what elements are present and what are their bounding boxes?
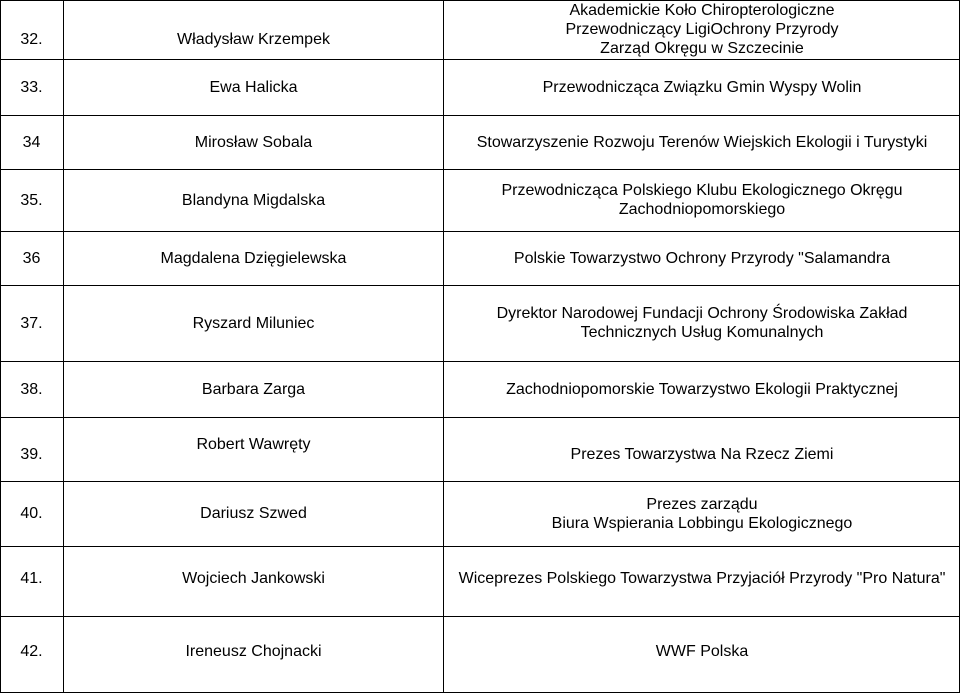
row-number: 38. xyxy=(20,380,43,398)
organization xyxy=(444,285,960,361)
person-name: Barbara Zarga xyxy=(201,380,306,398)
row-number: 41. xyxy=(20,569,43,587)
organization-line: Polskie Towarzystwo Ochrony Przyrody "Salamandra xyxy=(513,249,891,267)
row-number: 33. xyxy=(20,78,43,96)
organization xyxy=(444,169,960,231)
row-number: 32. xyxy=(20,31,43,48)
organization-line: Stowarzyszenie Rozwoju Terenów Wiejskich Ekologii i Turystyki xyxy=(476,133,928,151)
organization-line: Technicznych Usług Komunalnych xyxy=(580,324,824,341)
row-number: 42. xyxy=(20,642,43,660)
organization-line: Przewodnicząca Związku Gmin Wyspy Wolin xyxy=(542,78,862,96)
organization-line: Przewodniczący LigiOchrony Przyrody xyxy=(565,21,839,38)
organization-line: Zachodniopomorskie Towarzystwo Ekologii Praktycznej xyxy=(506,380,898,398)
person-name: Dariusz Szwed xyxy=(200,505,307,522)
organization-line: Przewodnicząca Polskiego Klubu Ekologicznego Okręgu xyxy=(501,182,903,199)
organization xyxy=(444,481,960,546)
organization xyxy=(444,115,960,169)
row-number: 34 xyxy=(22,133,41,151)
person-name: Władysław Krzempek xyxy=(177,31,330,48)
person-name: Robert Wawręty xyxy=(196,435,311,453)
row-number: 39. xyxy=(20,445,43,463)
person-name: Ryszard Miluniec xyxy=(192,314,315,332)
organization-line: Prezes Towarzystwa Na Rzecz Ziemi xyxy=(570,445,834,463)
organization xyxy=(444,616,960,686)
person-name: Wojciech Jankowski xyxy=(182,569,325,587)
organization-line: WWF Polska xyxy=(655,642,749,660)
organization xyxy=(444,546,960,610)
organization-line: Zarząd Okręgu w Szczecinie xyxy=(600,40,804,57)
organization-line: Akademickie Koło Chiropterologiczne xyxy=(569,2,835,19)
row-number: 37. xyxy=(20,314,43,332)
person-name: Ireneusz Chojnacki xyxy=(185,642,322,660)
organization-line: Zachodniopomorskiego xyxy=(618,201,786,218)
person-name: Mirosław Sobala xyxy=(194,133,313,151)
organization-line: Dyrektor Narodowej Fundacji Ochrony Środowiska Zakład xyxy=(496,305,908,322)
organization-line: Biura Wspierania Lobbingu Ekologicznego xyxy=(551,514,853,532)
organization xyxy=(444,231,960,285)
organization xyxy=(444,0,960,59)
person-name: Blandyna Migdalska xyxy=(181,191,326,209)
person-name: Ewa Halicka xyxy=(209,78,298,96)
row-number: 36 xyxy=(22,249,41,267)
row-number: 35. xyxy=(20,191,43,209)
organization xyxy=(444,427,960,481)
organization-line: Prezes zarządu xyxy=(646,495,758,513)
person-name: Magdalena Dzięgielewska xyxy=(160,249,347,267)
organization xyxy=(444,361,960,417)
organization xyxy=(444,59,960,115)
organization-line: Wiceprezes Polskiego Towarzystwa Przyjaciół Przyrody "Pro Natura" xyxy=(458,569,946,587)
row-number: 40. xyxy=(20,505,43,522)
